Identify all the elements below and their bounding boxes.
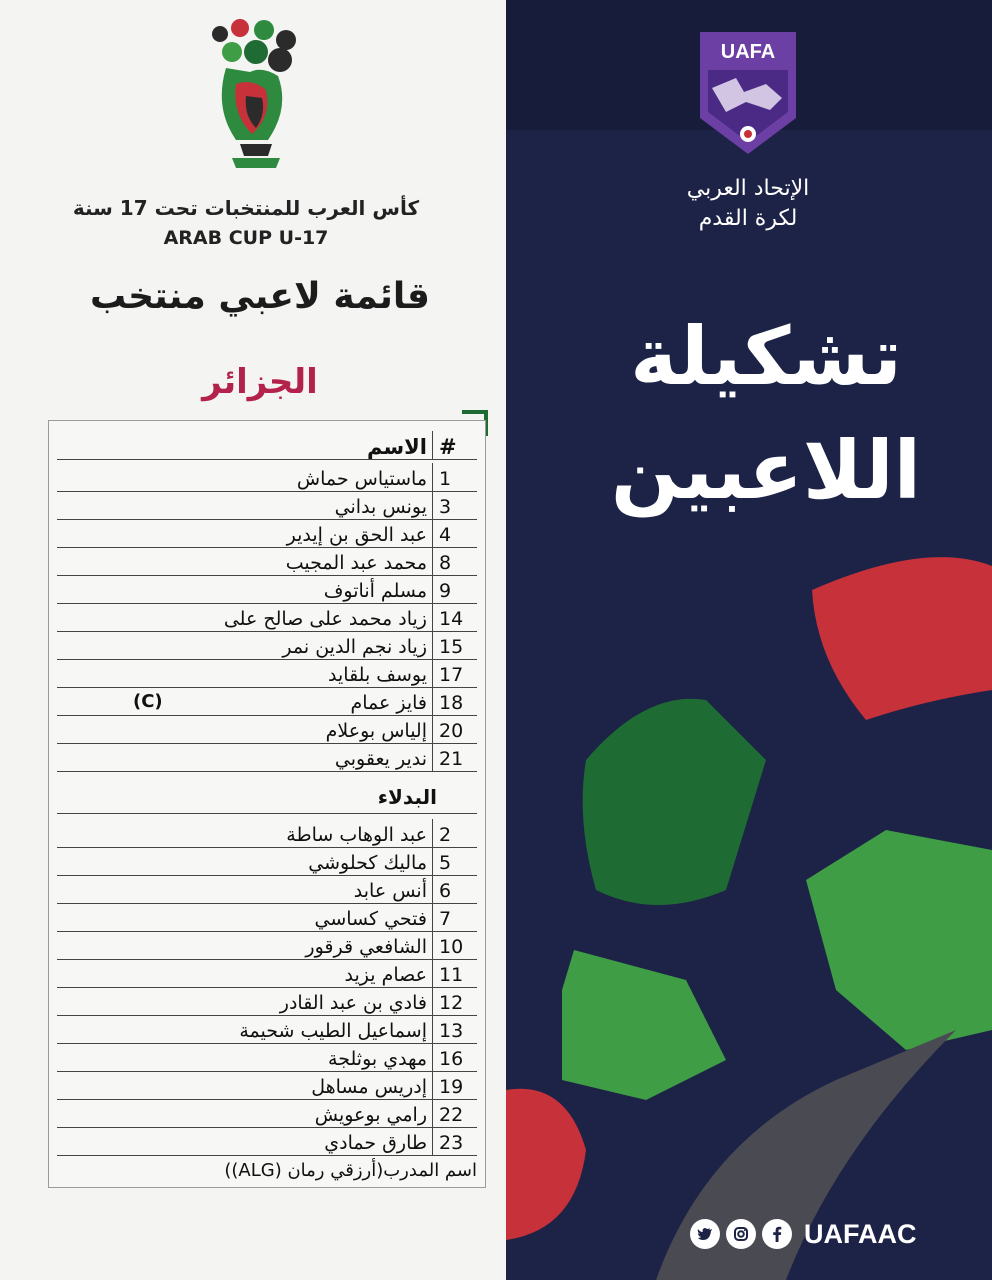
player-number: 19	[439, 1076, 464, 1098]
headline-line1: تشكيلة	[630, 310, 902, 403]
table-row	[57, 547, 477, 576]
player-number: 9	[439, 580, 452, 602]
player-number: 16	[439, 1048, 464, 1070]
column-divider	[432, 1099, 434, 1127]
table-row	[57, 931, 477, 960]
player-name: ماستياس حماش	[296, 468, 427, 490]
player-number: 14	[439, 608, 464, 630]
player-number: 12	[439, 992, 464, 1014]
player-number: 18	[439, 692, 464, 714]
substitutes-label: البدلاء	[377, 785, 437, 809]
list-title: قائمة لاعبي منتخب	[90, 276, 430, 317]
player-number: 5	[439, 852, 452, 874]
player-number: 11	[439, 964, 464, 986]
player-number: 10	[439, 936, 464, 958]
player-name: محمد عبد المجيب	[285, 552, 427, 574]
player-name: فايز عمام	[350, 692, 427, 714]
player-number: 7	[439, 908, 452, 930]
table-row	[57, 987, 477, 1016]
uafa-logo-text: UAFA	[720, 41, 776, 63]
column-divider	[432, 463, 434, 491]
player-name: عبد الحق بن إيدير	[286, 524, 427, 546]
column-divider	[432, 875, 434, 903]
table-row	[57, 603, 477, 632]
player-name: الشافعي قرقور	[305, 936, 427, 958]
table-row	[57, 1043, 477, 1072]
player-name: مسلم أناتوف	[323, 580, 427, 602]
column-divider	[432, 631, 434, 659]
table-header	[57, 431, 477, 460]
federation-name	[636, 174, 860, 234]
player-number: 17	[439, 664, 464, 686]
table-row	[57, 687, 477, 716]
headline	[566, 300, 966, 528]
column-divider	[432, 659, 434, 687]
arab-cup-logo	[206, 18, 306, 178]
player-name: ماليك كحلوشي	[308, 852, 427, 874]
table-row	[57, 631, 477, 660]
table-row	[57, 903, 477, 932]
table-row	[57, 959, 477, 988]
table-row	[57, 519, 477, 548]
player-number: 20	[439, 720, 464, 742]
player-number: 3	[439, 496, 452, 518]
table-row	[57, 463, 477, 492]
cup-title-arabic: كأس العرب للمنتخبات تحت 17 سنة	[72, 196, 420, 220]
player-name: إدريس مساهل	[311, 1076, 427, 1098]
player-number: 21	[439, 748, 464, 770]
column-divider	[432, 987, 434, 1015]
federation-name-line1: الإتحاد العربي	[686, 176, 810, 201]
column-divider	[432, 687, 434, 715]
player-name: زياد محمد على صالح على	[223, 608, 427, 630]
player-number: 4	[439, 524, 452, 546]
player-name: إسماعيل الطيب شحيمة	[239, 1020, 427, 1042]
player-number: 23	[439, 1132, 464, 1154]
player-name: يونس بداني	[334, 496, 427, 518]
player-name: طارق حمادي	[324, 1132, 427, 1154]
player-number: 8	[439, 552, 452, 574]
column-divider	[432, 743, 434, 771]
column-divider	[432, 819, 434, 847]
facebook-icon[interactable]	[762, 1219, 792, 1249]
player-name: إلياس بوعلام	[325, 720, 427, 742]
social-bar	[690, 1214, 917, 1254]
player-name: يوسف بلقايد	[328, 664, 427, 686]
table-row	[57, 743, 477, 772]
name-column-header: الاسم	[367, 435, 427, 459]
column-divider	[432, 931, 434, 959]
table-row	[57, 1015, 477, 1044]
uafa-logo	[696, 28, 800, 158]
roster-table	[48, 420, 486, 1188]
table-row	[57, 1071, 477, 1100]
column-divider	[432, 1043, 434, 1071]
column-divider	[432, 1071, 434, 1099]
player-number: 22	[439, 1104, 464, 1126]
player-name: عصام يزيد	[344, 964, 427, 986]
column-divider	[432, 603, 434, 631]
instagram-icon[interactable]	[726, 1219, 756, 1249]
table-row	[57, 575, 477, 604]
player-name: أنس عابد	[353, 880, 427, 902]
column-divider	[432, 431, 434, 459]
country-name: الجزائر	[202, 362, 318, 402]
player-name: فادي بن عبد القادر	[279, 992, 427, 1014]
table-row	[57, 715, 477, 744]
column-divider	[432, 715, 434, 743]
column-divider	[432, 491, 434, 519]
column-divider	[432, 903, 434, 931]
player-name: مهدي بوثلجة	[328, 1048, 427, 1070]
table-row	[57, 491, 477, 520]
table-row	[57, 1099, 477, 1128]
table-row	[57, 659, 477, 688]
column-divider	[432, 575, 434, 603]
column-divider	[432, 1127, 434, 1155]
player-number: 6	[439, 880, 452, 902]
column-divider	[432, 547, 434, 575]
player-name: فتحي كساسي	[314, 908, 427, 930]
headline-line2: اللاعبين	[610, 424, 922, 517]
player-name: زياد نجم الدين نمر	[282, 636, 427, 658]
social-handle[interactable]: UAFAAC	[804, 1218, 917, 1249]
player-name: رامي بوعويش	[314, 1104, 427, 1126]
twitter-icon[interactable]	[690, 1219, 720, 1249]
coach-name: اسم المدرب(أرزقي رمان (ALG))	[224, 1160, 477, 1181]
player-number: 1	[439, 468, 452, 490]
cup-title-english: ARAB CUP U-17	[163, 227, 329, 249]
player-name: ندير يعقوبي	[334, 748, 427, 770]
player-name: عبد الوهاب ساطة	[286, 824, 427, 846]
column-divider	[432, 1015, 434, 1043]
subs-divider	[57, 787, 477, 814]
player-number: 15	[439, 636, 464, 658]
federation-name-line2: لكرة القدم	[698, 206, 798, 231]
table-row	[57, 819, 477, 848]
player-number: 2	[439, 824, 452, 846]
branding-panel	[506, 0, 992, 1280]
table-row	[57, 847, 477, 876]
column-divider	[432, 519, 434, 547]
column-divider	[432, 959, 434, 987]
player-number: 13	[439, 1020, 464, 1042]
captain-badge: (C)	[133, 691, 163, 712]
table-row	[57, 875, 477, 904]
table-row	[57, 1127, 477, 1156]
number-column-header: #	[439, 435, 457, 459]
column-divider	[432, 847, 434, 875]
